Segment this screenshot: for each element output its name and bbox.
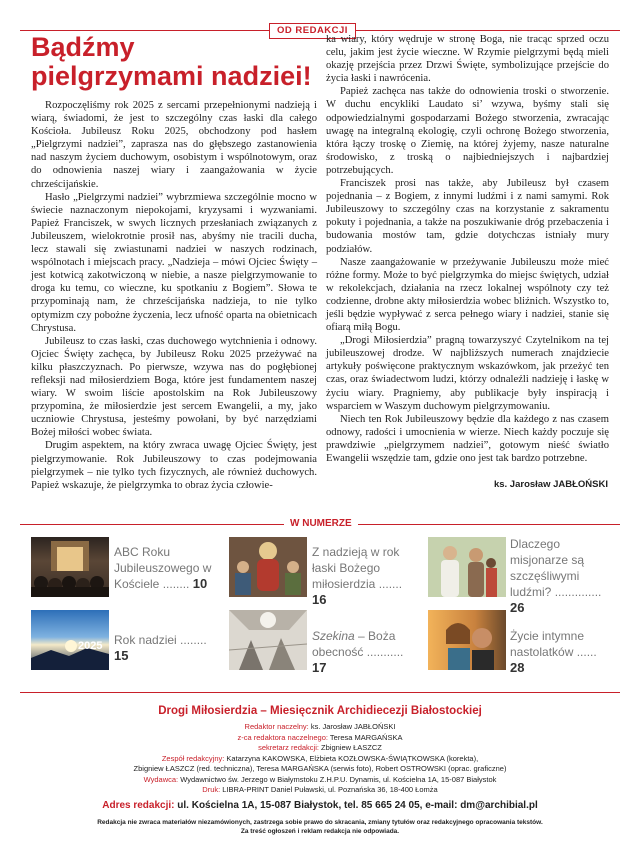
contents-image-missionaries <box>428 537 506 597</box>
contents-item-page: 15 <box>114 648 129 663</box>
contents-item[interactable] <box>114 632 218 664</box>
contents-item[interactable] <box>510 536 612 616</box>
contents-image-church-crowd <box>31 537 109 597</box>
article-paragraph: Nasze zaangażowanie w przeżywanie Jubileuszu może mieć różne formy. Może to być pielgrzymka do miejsc świętych, udział w rekolekcjach, działania na rzecz lokalnej wspólnoty czy też codzienne, drobne akty miłosierdzia wobec bliźnich. Wszystko to, jeśli będzie wypływać z serca pełnego wiary i nadziei, stanie się ofiarą miłą Bogu. <box>326 256 609 334</box>
article-paragraph: Jubileusz to czas łaski, czas duchowego wytchnienia i odnowy. Ojciec Święty zachęca, by Jubileusz Roku 2025 przeżywać na kilku płaszczyznach. Po pierwsze, wzywa nas do pogłębionej refleksji nad miłosierdziem Boga, które jest fundamentem naszej wiary. W swoim liście apostolskim na Rok Jubileuszowy przypomina, że miłosierdzie jest sercem Ewangelii, a my, jako uczniowie Chrystusa, jesteśmy powołani, by być narzędziami Bożej miłości wobec świata. <box>31 335 317 439</box>
contents-item-title-italic: Szekina <box>312 629 355 643</box>
article-paragraph: Niech ten Rok Jubileuszowy będzie dla każdego z nas czasem odnowy, radości i umocnienia w wierze. Niech każdy poczuje się prawdziwie „pielgrzymem nadziei”, gotowym nieść światło Ewangelii wszędzie tam, gdzie ono jest tak bardzo potrzebne. <box>326 413 609 464</box>
contents-item-dots: ........... <box>366 645 404 659</box>
credit-line: sekretarz redakcji: Zbigniew ŁASZCZ <box>258 743 382 752</box>
credit-line: Druk: LIBRA-PRINT Daniel Puławski, ul. Poznańska 36, 18-400 Łomża <box>202 785 438 794</box>
title-line-1: Bądźmy <box>31 32 135 62</box>
contents-item-dots: ...... <box>576 645 597 659</box>
contents-item-dots: ........ <box>180 633 207 647</box>
contents-item-title: – Boża obecność <box>312 629 396 659</box>
article-title <box>31 33 321 91</box>
contents-item-page: 28 <box>510 660 525 675</box>
contents-item-dots: .............. <box>554 585 602 599</box>
credit-line: Zbigniew ŁASZCZ (red. techniczna), Teresa MARGAŃSKA (serwis foto), Robert OSTROWSKI (oprac. graficzne) <box>133 764 507 773</box>
footer-rule <box>20 692 620 693</box>
article-paragraph: Franciszek prosi nas także, aby Jubileusz był czasem pojednania – z Bogiem, z innymi ludźmi i z nami samymi. Rok Jubileuszowy to szczególny czas na korzystanie z sakramentu pokuty i pojednania, a także na poszukiwanie dróg przebaczenia i budowania mostów tam, gdzie dotychczas istniały mury podziałów. <box>326 178 609 255</box>
disclaimer: Redakcja nie zwraca materiałów niezamówionych, zastrzega sobie prawo do skracania, zmiany tytułów oraz redakcyjnego opracowania tekstów. Za treść ogłoszeń i reklam redakcja nie odpowiada. <box>97 819 543 835</box>
article-paragraph: Drugim aspektem, na który zwraca uwagę Ojciec Święty, jest pielgrzymowanie. Rok Jubileuszowy to czas podejmowania pielgrzymek – nie tylko tych fizycznych, ale również duchowych. Papież wskazuje, że pielgrzymka to obraz życia człowie- <box>31 440 317 491</box>
contents-item-dots: ....... <box>378 577 403 591</box>
article-signature: ks. Jarosław JABŁOŃSKI <box>493 479 608 490</box>
credit-line: Zespół redakcyjny: Katarzyna KAKOWSKA, Elżbieta KOZŁOWSKA-ŚWIĄTKOWSKA (korekta), <box>161 753 479 763</box>
contents-item-page: 10 <box>192 576 208 591</box>
credit-line: Redaktor naczelny: ks. Jarosław JABŁOŃSKI <box>244 722 396 731</box>
contents-image-couple <box>428 610 506 670</box>
article-paragraph: „Drogi Miłosierdzia” pragną towarzyszyć Czytelnikom na tej jubileuszowej drodze. W najbliższych numerach znajdziecie artykuły poświęcone praktycznym wskazówkom, jak przeżyć ten czas, oraz świadectwom ludzi, którzy odnaleźli nadzieję i łaskę w życiu wiary. Pragniemy, aby publikacje były inspiracją i wsparciem w Waszym duchowym pielgrzymowaniu. <box>326 335 609 412</box>
contents-image-sunset <box>31 610 109 670</box>
section-badge: OD REDAKCJI <box>269 23 356 39</box>
contents-item-page: 17 <box>312 660 327 675</box>
couple-illustration <box>428 610 506 670</box>
contents-item-title: Z nadzieją w rok łaski Bożego miłosierdzia <box>312 545 400 591</box>
masthead-credits <box>20 722 620 796</box>
masthead: Drogi Miłosierdzia – Miesięcznik Archidiecezji Białostockiej <box>158 705 482 717</box>
sunset-year-text: 2025 <box>78 640 103 652</box>
title-line-2: pielgrzymami nadziei! <box>31 61 312 91</box>
credit-line: Wydawca: Wydawnictwo św. Jerzego w Białymstoku Z.H.P.U. Dynamis, ul. Kościelna 1A, 15-087 Białystok <box>143 774 497 784</box>
contents-item-page: 16 <box>312 592 327 607</box>
church-crowd-illustration <box>31 537 109 597</box>
contents-item-page: 26 <box>510 600 525 615</box>
article-paragraph: ka wiary, który wędruje w stronę Boga, nie tracąc sprzed oczu celu, jakim jest życie wieczne. W Rzymie pielgrzymi będą mieli okazję przejścia przez Drzwi Święte, symbolizujące przejście do życia łaski i nawrócenia. <box>326 34 609 85</box>
article-left-column <box>31 99 317 492</box>
article-paragraph: Hasło „Pielgrzymi nadziei” wybrzmiewa szczególnie mocno w świecie naznaczonym niepokojami, kryzysami i wyzwaniami. Papież Franciszek, w swych licznych przesłaniach związanych z Jubileuszem, wielokrotnie prosił nas, abyśmy nie tracili ducha, lecz stawali się zwiastunami nadziei w naszych rodzinach, wspólnotach i miejscach pracy. „Nadzieja – mówi Ojciec Święty – jest kotwicą zakotwiczoną w niebie, a nasze pielgrzymowanie to droga ku temu, co wieczne, ku spotkaniu z Bogiem”. Słowa te przypominają nam, że chrześcijańska nadzieja, to nie tylko optymizm czy pobożne życzenia, lecz ufność oparta na obietnicach Chrystusa. <box>31 191 317 334</box>
engraving-illustration <box>229 610 307 670</box>
article-paragraph: Rozpoczęliśmy rok 2025 z sercami przepełnionymi nadzieją i wiarą, świadomi, że jest to szczególny czas łaski dla całego Kościoła. Jubileusz Roku 2025, obchodzony pod hasłem „Pielgrzymi nadziei”, zaprasza nas do głębszego zastanowienia nad naszym życiem duchowym, osobistym i wspólnotowym, oraz do odnowienia naszej wiary i zaangażowania w życie chrześcijańskie. <box>31 100 317 190</box>
article-right-column <box>326 33 609 465</box>
contents-item[interactable] <box>114 544 218 592</box>
religious-painting-illustration <box>229 537 307 597</box>
editorial-address: Adres redakcji: ul. Kościelna 1A, 15-087 Białystok, tel. 85 665 24 05, e-mail: dm@archibial.pl <box>102 800 538 811</box>
contents-item[interactable] <box>312 544 416 608</box>
credit-line: z-ca redaktora naczelnego: Teresa MARGAŃSKA <box>237 732 403 742</box>
contents-image-painting <box>229 537 307 597</box>
article-paragraph: Papież zachęca nas także do odnowienia troski o stworzenie. W duchu encykliki Laudato si’ wzywa, byśmy stali się odpowiedzialnymi gospodarzami Bożego stworzenia, zwracając uwagę na integralną ekologię, czyli ochronę Bożego stworzenia, która łączy troskę o Ziemię, na której żyjemy, nasze naturalne środowisko, z troską o najbiedniejszych i najbardziej potrzebujących. <box>326 86 609 176</box>
contents-item-title: Rok nadziei <box>114 633 177 647</box>
contents-item-dots: ........ <box>162 577 190 591</box>
missionaries-illustration <box>428 537 506 597</box>
contents-item-title: Życie intymne nastolatków <box>510 629 585 659</box>
contents-image-engraving <box>229 610 307 670</box>
contents-item-title: ABC Roku Jubileuszowego w Kościele <box>114 545 212 591</box>
contents-heading: W NUMERZE <box>284 517 358 531</box>
contents-item[interactable] <box>510 628 612 676</box>
contents-item[interactable] <box>312 628 416 676</box>
contents-item-title: Dlaczego misjonarze są szczęśliwymi ludźmi? <box>510 537 585 599</box>
